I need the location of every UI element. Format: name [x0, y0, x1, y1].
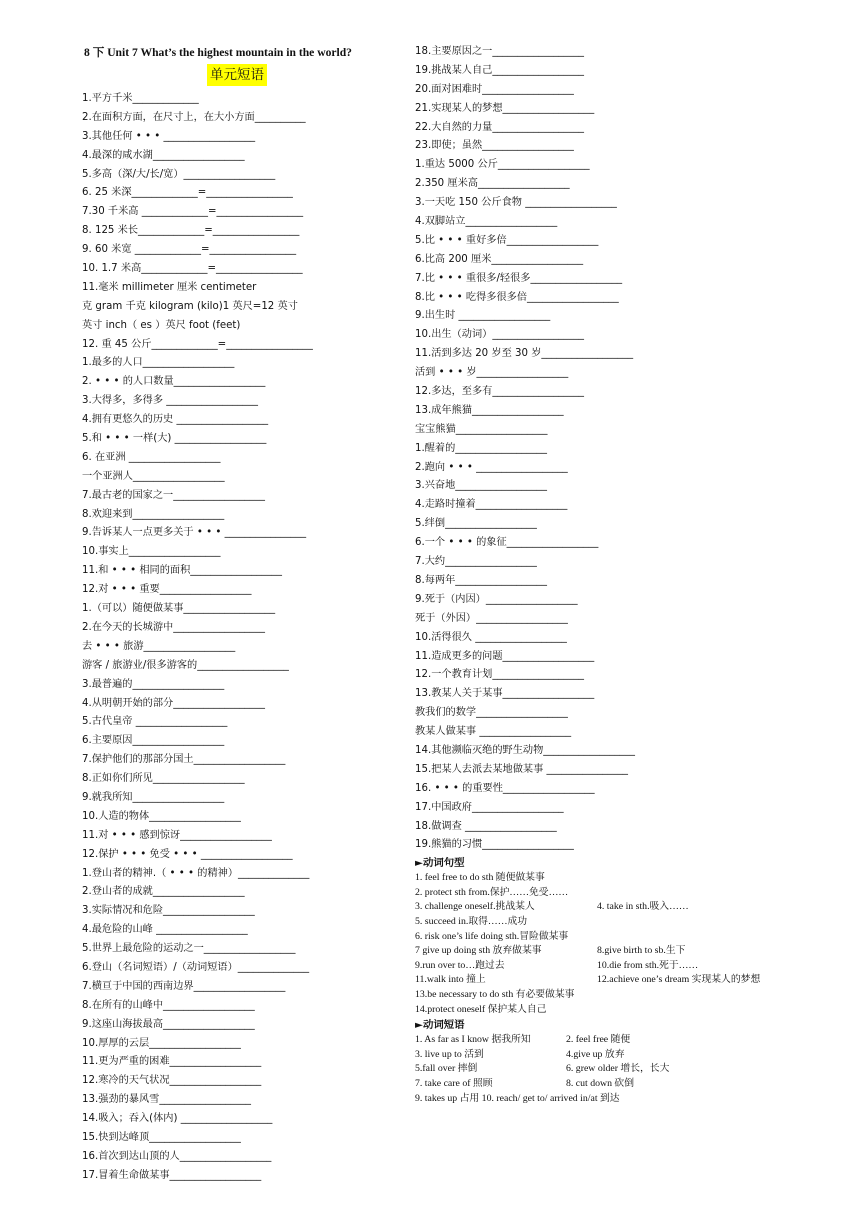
right-column — [415, 43, 761, 1106]
phrase-item: 克 gram 千克 kilogram (kilo)1 英尺=12 英寸 — [82, 300, 298, 312]
verb-pattern-list — [415, 871, 761, 1017]
sentence-row — [415, 944, 745, 959]
phrase-item: 5.绊倒__________________ — [415, 518, 537, 530]
phrase-item: 14.吸入；吞入(体内) __________________ — [82, 1113, 273, 1125]
sentence-row — [415, 988, 745, 1003]
sentence-item: 4. take in sth.吸入…… — [597, 901, 689, 913]
phrase-item: 16.首次到达山顶的人__________________ — [82, 1150, 272, 1162]
phrase-item: 3.最普遍的__________________ — [82, 678, 225, 690]
sentence-row — [415, 973, 761, 988]
phrase-item: 10.事实上__________________ — [82, 546, 221, 558]
phrase-item: 4.双脚站立__________________ — [415, 216, 558, 228]
phrase-item: 2.在面积方面，在尺寸上，在大小方面__________ — [82, 111, 306, 123]
phrase-item: 5.比 • • • 重好多倍__________________ — [415, 234, 599, 246]
phrase-item: 6.一个 • • • 的象征__________________ — [415, 537, 599, 549]
sentence-item: 14.protect oneself 保护某人自己 — [415, 1003, 547, 1015]
sentence-row — [415, 1062, 745, 1077]
phrase-item: 2.在今天的长城游中__________________ — [82, 621, 265, 633]
sentence-item: 5. succeed in.取得……成功 — [415, 916, 528, 928]
phrase-item: 5.和 • • • 一样(大) __________________ — [82, 433, 267, 445]
sentence-row — [415, 930, 745, 945]
sentence-item: 1. feel free to do sth 随便做某事 — [415, 872, 545, 884]
phrase-item: 9.这座山海拔最高__________________ — [82, 1018, 255, 1030]
phrase-item: 4.最深的咸水湖__________________ — [82, 149, 245, 161]
phrase-item: 18.主要原因之一__________________ — [415, 46, 585, 57]
sentence-item: 12.achieve one’s dream 实现某人的梦想 — [597, 974, 761, 986]
phrase-item: 4.从明朝开始的部分__________________ — [82, 697, 265, 709]
sentence-row — [415, 1077, 745, 1092]
phrase-item: 3.大得多，多得多 __________________ — [82, 395, 258, 407]
phrase-item: 10.厚厚的云层__________________ — [82, 1037, 241, 1049]
sentence-item: 8. cut down 砍倒 — [566, 1078, 635, 1090]
sentence-row — [415, 900, 745, 915]
phrase-item: 4.最危险的山峰 __________________ — [82, 924, 248, 936]
phrase-item: 2.跑向 • • • __________________ — [415, 461, 568, 473]
phrase-item: 2. • • • 的人口数量__________________ — [82, 376, 266, 388]
phrase-item: 16. • • • 的重要性__________________ — [415, 782, 595, 794]
phrase-item: 7.横亘于中国的西南边界__________________ — [82, 980, 286, 992]
sentence-item: 4.give up 放弃 — [566, 1048, 625, 1060]
phrase-item: 9.出生时 __________________ — [415, 310, 551, 322]
phrase-item: 7.大约__________________ — [415, 556, 537, 568]
sentence-item: 5.fall over 摔倒 — [415, 1063, 478, 1075]
sentence-row — [415, 1033, 745, 1048]
phrase-item: 4.拥有更悠久的历史 __________________ — [82, 414, 269, 426]
phrase-item: 17.中国政府__________________ — [415, 801, 564, 813]
sentence-item: 1. As far as I know 据我所知 — [415, 1034, 531, 1046]
phrase-item: 13.强劲的暴风雪__________________ — [82, 1094, 252, 1106]
sentence-item: 10.die from sth.死于…… — [597, 959, 699, 971]
verb-phrase-list — [415, 1033, 745, 1106]
sentence-item: 6. risk one’s life doing sth.冒险做某事 — [415, 930, 569, 942]
sentence-item: 9. takes up 占用 10. reach/ get to/ arrived in/at 到达 — [415, 1092, 620, 1104]
phrase-item: 12.寒冷的天气状况__________________ — [82, 1075, 262, 1087]
phrase-item: 6.登山（名词短语）/（动词短语）______________ — [82, 961, 310, 973]
phrase-item: 死于（外因）__________________ — [415, 612, 568, 624]
phrase-item: 3.其他任何 • • • __________________ — [82, 130, 256, 142]
phrase-item: 17.冒着生命做某事__________________ — [82, 1169, 262, 1181]
sentence-item: 3. live up to 活到 — [415, 1048, 484, 1060]
phrase-item: 8.比 • • • 吃得多很多倍__________________ — [415, 291, 619, 303]
phrase-item: 19.熊猫的习惯__________________ — [415, 839, 574, 851]
sentence-row — [415, 1092, 745, 1107]
phrase-item: 19.挑战某人自己__________________ — [415, 64, 585, 76]
page-title: 8 下 Unit 7 What’s the highest mountain in the world? — [84, 46, 352, 59]
right-phrase-list — [415, 43, 745, 855]
phrase-item: 20.面对困难时__________________ — [415, 83, 574, 95]
left-phrase-list — [82, 90, 402, 1186]
phrase-item: 15.把某人去派去某地做某事 ________________ — [415, 763, 629, 775]
sentence-row — [415, 959, 745, 974]
phrase-item: 5.古代皇帝 __________________ — [82, 716, 228, 728]
phrase-item: 活到 • • • 岁__________________ — [415, 367, 569, 379]
phrase-item: 1.平方千米_____________ — [82, 93, 199, 104]
left-column — [82, 44, 402, 1186]
phrase-item: 8.欢迎来到__________________ — [82, 508, 225, 520]
phrase-item: 11.对 • • • 感到惊讶__________________ — [82, 829, 272, 841]
phrase-item: 6.比高 200 厘米__________________ — [415, 253, 584, 265]
phrase-item: 教某人做某事 __________________ — [415, 726, 572, 738]
phrase-item: 12. 重 45 公斤_____________=_________________ — [82, 338, 313, 350]
phrase-item: 14.其他濒临灭绝的野生动物__________________ — [415, 744, 635, 756]
phrase-item: 11.毫米 millimeter 厘米 centimeter — [82, 281, 257, 293]
phrase-item: 3.一天吃 150 公斤食物 __________________ — [415, 197, 617, 209]
phrase-item: 6. 在亚洲 __________________ — [82, 451, 221, 463]
phrase-item: 2.登山者的成就__________________ — [82, 886, 245, 898]
phrase-item: 11.活到多达 20 岁至 30 岁__________________ — [415, 348, 634, 360]
phrase-item: 7.保护他们的那部分国土__________________ — [82, 754, 286, 766]
phrase-item: 10. 1.7 米高_____________=_________________ — [82, 263, 303, 275]
phrase-item: 12.对 • • • 重要__________________ — [82, 584, 252, 596]
sentence-item: 2. feel free 随便 — [566, 1034, 631, 1046]
phrase-item: 7.比 • • • 重很多/轻很多__________________ — [415, 272, 623, 284]
phrase-item: 18.做调查 __________________ — [415, 820, 557, 832]
phrase-item: 8.每两年__________________ — [415, 574, 547, 586]
sentence-item: 11.walk into 撞上 — [415, 974, 486, 986]
section-subtitle: 单元短语 — [207, 64, 267, 86]
phrase-item: 3.兴奋地__________________ — [415, 480, 547, 492]
phrase-item: 11.更为严重的困难__________________ — [82, 1056, 262, 1068]
sentence-item: 13.be necessary to do sth 有必要做某事 — [415, 989, 575, 1001]
phrase-item: 12.多达，至多有__________________ — [415, 386, 585, 398]
verb-pattern-heading: ►动词句型 — [415, 857, 465, 870]
sentence-row — [415, 1048, 745, 1063]
verb-phrase-heading: ►动词短语 — [415, 1019, 465, 1032]
phrase-item: 10.活得很久 __________________ — [415, 631, 567, 643]
phrase-item: 15.快到达峰顶__________________ — [82, 1131, 241, 1143]
phrase-item: 22.大自然的力量__________________ — [415, 121, 585, 133]
phrase-item: 9.就我所知__________________ — [82, 791, 225, 803]
sentence-row — [415, 915, 745, 930]
phrase-item: 5.多高（深/大/长/宽）__________________ — [82, 168, 276, 180]
phrase-item: 6. 25 米深_____________=_________________ — [82, 187, 293, 199]
phrase-item: 3.实际情况和危险__________________ — [82, 905, 255, 917]
phrase-item: 13.成年熊猫__________________ — [415, 404, 564, 416]
phrase-item: 10.人造的物体__________________ — [82, 810, 241, 822]
phrase-item: 11.造成更多的问题__________________ — [415, 650, 595, 662]
phrase-item: 9.死于（内因）__________________ — [415, 593, 578, 605]
phrase-item: 7.30 千米高 _____________=_________________ — [82, 206, 304, 218]
phrase-item: 4.走路时撞着__________________ — [415, 499, 568, 511]
sentence-item: 7 give up doing sth 放弃做某事 — [415, 945, 542, 957]
subtitle-wrap — [82, 64, 402, 88]
phrase-item: 11.和 • • • 相同的面积__________________ — [82, 565, 282, 577]
phrase-item: 8.正如你们所见__________________ — [82, 773, 245, 785]
sentence-item: 7. take care of 照顾 — [415, 1078, 493, 1090]
phrase-item: 12.保护 • • • 免受 • • • __________________ — [82, 848, 293, 860]
phrase-item: 12.一个教育计划__________________ — [415, 669, 585, 681]
phrase-item: 一个亚洲人__________________ — [82, 470, 225, 482]
sentence-row — [415, 1003, 745, 1018]
phrase-item: 宝宝熊猫__________________ — [415, 423, 548, 435]
sentence-item: 3. challenge oneself.挑战某人 — [415, 901, 535, 913]
phrase-item: 教我们的数学__________________ — [415, 707, 568, 719]
phrase-item: 1.（可以）随便做某事__________________ — [82, 603, 276, 615]
phrase-item: 8. 125 米长_____________=_________________ — [82, 225, 300, 237]
sentence-row — [415, 871, 745, 886]
phrase-item: 9.告诉某人一点更多关于 • • • ________________ — [82, 527, 307, 539]
phrase-item: 去 • • • 旅游__________________ — [82, 640, 236, 652]
phrase-item: 1.醒着的__________________ — [415, 442, 547, 454]
phrase-item: 1.最多的人口__________________ — [82, 357, 235, 369]
sentence-item: 8.give birth to sb.生下 — [597, 945, 686, 957]
phrase-item: 1.重达 5000 公斤__________________ — [415, 159, 590, 171]
phrase-item: 1.登山者的精神.（ • • • 的精神）______________ — [82, 867, 310, 879]
phrase-item: 英寸 inch（ es ）英尺 foot (feet) — [82, 319, 241, 331]
phrase-item: 6.主要原因__________________ — [82, 735, 225, 747]
phrase-item: 7.最古老的国家之一__________________ — [82, 489, 265, 501]
phrase-item: 2.350 厘米高__________________ — [415, 178, 570, 190]
phrase-item: 10.出生（动词）__________________ — [415, 329, 585, 341]
phrase-item: 8.在所有的山峰中__________________ — [82, 999, 255, 1011]
phrase-item: 5.世界上最危险的运动之一__________________ — [82, 943, 296, 955]
sentence-item: 6. grew older 增长，长大 — [566, 1063, 670, 1075]
phrase-item: 21.实现某人的梦想__________________ — [415, 102, 595, 114]
phrase-item: 9. 60 米宽 _____________=_________________ — [82, 244, 297, 256]
phrase-item: 23.即使；虽然__________________ — [415, 140, 574, 152]
sentence-row — [415, 886, 745, 901]
sentence-item: 9.run over to…跑过去 — [415, 959, 505, 971]
sentence-item: 2. protect sth from.保护……免受…… — [415, 886, 569, 898]
phrase-item: 13.教某人关于某事__________________ — [415, 688, 595, 700]
phrase-item: 游客 / 旅游业/很多游客的__________________ — [82, 659, 289, 671]
